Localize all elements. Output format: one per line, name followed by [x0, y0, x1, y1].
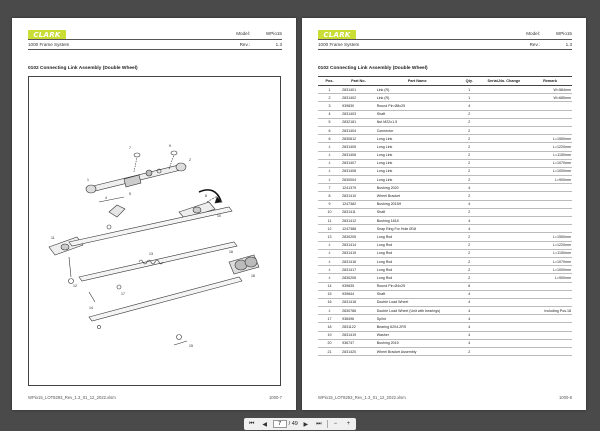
qty-cell: 2: [459, 151, 480, 159]
part-name-cell: Bushing 1818: [376, 217, 459, 225]
pos-cell: 4: [318, 176, 341, 184]
svg-text:7: 7: [129, 146, 131, 150]
svg-text:11: 11: [51, 236, 55, 240]
remark-cell: L=1150mm: [528, 249, 572, 257]
remark-cell: [528, 126, 572, 134]
assembly-drawing-svg: [29, 77, 282, 387]
page-total: / 49: [288, 421, 298, 427]
pos-cell: 6: [318, 126, 341, 134]
remark-cell: L=1000mm: [528, 266, 572, 274]
part-name-cell: Connector: [376, 126, 459, 134]
part-number-cell: 1247388: [341, 225, 376, 233]
model-value: WPio15: [265, 31, 282, 36]
last-page-icon[interactable]: ⏭: [316, 420, 322, 427]
svg-text:15: 15: [189, 344, 193, 348]
remark-cell: L=1550mm: [528, 135, 572, 143]
table-row: [318, 233, 572, 241]
part-number-cell: 939844: [341, 290, 376, 298]
pos-cell: 4: [318, 110, 341, 118]
table-row: [318, 274, 572, 282]
svg-text:13: 13: [149, 252, 153, 256]
part-number-cell: 2831410: [341, 192, 376, 200]
pos-cell: 18: [318, 323, 341, 331]
part-number-cell: 2830206: [341, 274, 376, 282]
pos-cell: 4: [318, 167, 341, 175]
part-number-cell: 2831414: [341, 241, 376, 249]
qty-cell: 4: [459, 102, 480, 110]
part-name-cell: Shaft: [376, 290, 459, 298]
table-row: [318, 110, 572, 118]
pos-cell: 15: [318, 290, 341, 298]
serial-change-cell: [480, 118, 528, 126]
pos-cell: 5: [318, 118, 341, 126]
table-row: [318, 331, 572, 339]
remark-cell: [528, 184, 572, 192]
col-header: Serial-No. Change: [480, 77, 528, 86]
qty-cell: 4: [459, 184, 480, 192]
part-number-cell: 2831406: [341, 151, 376, 159]
part-name-cell: Long Rod: [376, 266, 459, 274]
remark-cell: L=900mm: [528, 274, 572, 282]
part-number-cell: 2830786: [341, 307, 376, 315]
part-number-cell: 2830205: [341, 233, 376, 241]
serial-change-cell: [480, 274, 528, 282]
table-row: [318, 307, 572, 315]
pos-cell: 13: [318, 233, 341, 241]
part-number-cell: 939835: [341, 282, 376, 290]
section-title: 0102 Connecting Link Assembly (Double Wheel): [318, 66, 428, 71]
part-number-cell: 1247382: [341, 200, 376, 208]
part-number-cell: 2831403: [341, 110, 376, 118]
system-row: [318, 42, 572, 47]
qty-cell: 4: [459, 298, 480, 306]
svg-text:10: 10: [217, 214, 221, 218]
part-name-cell: Bushing 2015H: [376, 200, 459, 208]
pos-cell: 16: [318, 298, 341, 306]
svg-text:12: 12: [73, 284, 77, 288]
part-name-cell: Round Pin Ø8x25: [376, 102, 459, 110]
qty-cell: 4: [459, 200, 480, 208]
qty-cell: 2: [459, 110, 480, 118]
table-row: [318, 102, 572, 110]
qty-cell: 4: [459, 323, 480, 331]
serial-change-cell: [480, 315, 528, 323]
pos-cell: 4: [318, 159, 341, 167]
header-rule: [318, 39, 572, 40]
svg-text:2: 2: [189, 158, 191, 162]
remark-cell: [528, 315, 572, 323]
part-name-cell: Shaft: [376, 208, 459, 216]
qty-cell: 4: [459, 290, 480, 298]
model-value: WPio15: [555, 31, 572, 36]
table-row: [318, 339, 572, 347]
pos-cell: 1: [318, 86, 341, 94]
pos-cell: 4: [318, 266, 341, 274]
part-name-cell: Bearing 6204-2RS: [376, 323, 459, 331]
svg-text:16: 16: [229, 250, 233, 254]
footer-page-number: 1000-7: [268, 395, 282, 400]
serial-change-cell: [480, 200, 528, 208]
remark-cell: [528, 200, 572, 208]
pos-cell: 17: [318, 315, 341, 323]
part-name-cell: Shaft: [376, 110, 459, 118]
qty-cell: 4: [459, 307, 480, 315]
part-name-cell: Long Rod: [376, 241, 459, 249]
pos-cell: 19: [318, 331, 341, 339]
page-number-input[interactable]: [273, 420, 287, 428]
page-indicator: [273, 420, 298, 428]
pos-cell: 9: [318, 200, 341, 208]
qty-cell: 2: [459, 126, 480, 134]
part-name-cell: Long Link: [376, 135, 459, 143]
part-number-cell: 2830004: [341, 176, 376, 184]
remark-cell: [528, 290, 572, 298]
pos-cell: 4: [318, 249, 341, 257]
footer-filename: WPio15_LOT8293_Rev_1.3_01_12_2022.xlsm: [28, 395, 116, 400]
serial-change-cell: [480, 298, 528, 306]
qty-cell: 4: [459, 339, 480, 347]
rev-label: Rev.:: [529, 42, 540, 47]
qty-cell: 2: [459, 241, 480, 249]
part-name-cell: Wheel Bracket: [376, 192, 459, 200]
table-row: [318, 167, 572, 175]
footer-filename: WPio15_LOT8293_Rev_1.3_01_12_2022.xlsm: [318, 395, 406, 400]
remark-cell: [528, 208, 572, 216]
footer-page-number: 1000-8: [558, 395, 572, 400]
part-name-cell: Bushing 2020: [376, 184, 459, 192]
remark-cell: L=1550mm: [528, 233, 572, 241]
svg-text:1: 1: [87, 178, 89, 182]
part-name-cell: Long Rod: [376, 233, 459, 241]
serial-change-cell: [480, 323, 528, 331]
qty-cell: 8: [459, 282, 480, 290]
table-row: [318, 315, 572, 323]
qty-cell: 2: [459, 233, 480, 241]
remark-cell: W=685mm: [528, 94, 572, 102]
qty-cell: 2: [459, 348, 480, 356]
table-row: [318, 200, 572, 208]
part-number-cell: 2831408: [341, 167, 376, 175]
table-row: [318, 298, 572, 306]
part-name-cell: Double Load Wheel: [376, 298, 459, 306]
serial-change-cell: [480, 348, 528, 356]
part-number-cell: 2830812: [341, 135, 376, 143]
qty-cell: 2: [459, 257, 480, 265]
serial-change-cell: [480, 282, 528, 290]
table-row: [318, 94, 572, 102]
pos-cell: 20: [318, 339, 341, 347]
right-page: [302, 18, 586, 410]
table-row: [318, 208, 572, 216]
serial-change-cell: [480, 151, 528, 159]
serial-change-cell: [480, 290, 528, 298]
part-name-cell: Washer: [376, 331, 459, 339]
rev-value: 1.3: [565, 42, 572, 47]
serial-change-cell: [480, 143, 528, 151]
serial-change-cell: [480, 192, 528, 200]
pos-cell: 6: [318, 135, 341, 143]
logo-text: CLARK: [33, 31, 61, 39]
table-row: [318, 184, 572, 192]
part-number-cell: 2831417: [341, 266, 376, 274]
qty-cell: 1: [459, 86, 480, 94]
remark-cell: [528, 339, 572, 347]
part-number-cell: 939830: [341, 102, 376, 110]
first-page-icon[interactable]: ⏮: [248, 420, 255, 427]
qty-cell: 2: [459, 143, 480, 151]
table-row: [318, 266, 572, 274]
pos-cell: 4: [318, 143, 341, 151]
qty-cell: 2: [459, 159, 480, 167]
svg-text:8: 8: [205, 194, 207, 198]
serial-change-cell: [480, 241, 528, 249]
pos-cell: 3: [318, 102, 341, 110]
left-page: [12, 18, 296, 410]
prev-page-icon[interactable]: ◀: [262, 421, 267, 428]
remark-cell: L=1070mm: [528, 159, 572, 167]
remark-cell: [528, 282, 572, 290]
table-row: [318, 159, 572, 167]
part-number-cell: 2831402: [341, 94, 376, 102]
svg-text:18: 18: [251, 274, 255, 278]
parts-table-header: [318, 77, 572, 86]
serial-change-cell: [480, 94, 528, 102]
col-header: Pos.: [318, 77, 341, 86]
remark-cell: [528, 331, 572, 339]
qty-cell: 2: [459, 208, 480, 216]
table-row: [318, 282, 572, 290]
part-number-cell: 2831122: [341, 323, 376, 331]
qty-cell: 2: [459, 249, 480, 257]
model-label: Model:: [526, 31, 540, 36]
rev-label: Rev.:: [239, 42, 250, 47]
part-name-cell: Snap Ring For Hole Ø18: [376, 225, 459, 233]
remark-cell: [528, 118, 572, 126]
table-row: [318, 323, 572, 331]
table-row: [318, 241, 572, 249]
pos-cell: 4: [318, 274, 341, 282]
table-row: [318, 143, 572, 151]
part-number-cell: 2831420: [341, 348, 376, 356]
part-number-cell: 2831415: [341, 249, 376, 257]
part-number-cell: 2832181: [341, 118, 376, 126]
zoom-out-icon[interactable]: −: [333, 421, 338, 427]
svg-text:17: 17: [121, 292, 125, 296]
qty-cell: 2: [459, 118, 480, 126]
serial-change-cell: [480, 159, 528, 167]
remark-cell: [528, 225, 572, 233]
serial-change-cell: [480, 126, 528, 134]
part-name-cell: Splint: [376, 315, 459, 323]
serial-change-cell: [480, 110, 528, 118]
qty-cell: 4: [459, 217, 480, 225]
pos-cell: 10: [318, 208, 341, 216]
part-name-cell: Link (R): [376, 94, 459, 102]
viewer-toolbar: [0, 417, 600, 431]
remark-cell: Including Pos.18: [528, 307, 572, 315]
pos-cell: 7: [318, 184, 341, 192]
serial-change-cell: [480, 102, 528, 110]
parts-table: [318, 76, 572, 356]
qty-cell: 2: [459, 192, 480, 200]
remark-cell: L=1000mm: [528, 167, 572, 175]
table-row: [318, 86, 572, 94]
header-rule: [28, 39, 282, 40]
remark-cell: [528, 348, 572, 356]
col-header: Qty.: [459, 77, 480, 86]
remark-cell: [528, 192, 572, 200]
table-row: [318, 225, 572, 233]
part-name-cell: Bushing 2015: [376, 339, 459, 347]
part-number-cell: 938496: [341, 315, 376, 323]
part-number-cell: 936747: [341, 339, 376, 347]
zoom-in-icon[interactable]: +: [346, 421, 351, 427]
part-name-cell: Nut M22x1.5: [376, 118, 459, 126]
section-title: 0102 Connecting Link Assembly (Double Wheel): [28, 66, 138, 71]
serial-change-cell: [480, 266, 528, 274]
serial-change-cell: [480, 339, 528, 347]
remark-cell: [528, 110, 572, 118]
part-number-cell: 2831405: [341, 143, 376, 151]
part-name-cell: Long Link: [376, 176, 459, 184]
system-row: [28, 42, 282, 47]
table-row: [318, 135, 572, 143]
system-name: 1000 Frame System: [318, 42, 360, 47]
pos-cell: 2: [318, 94, 341, 102]
header-rule: [318, 49, 572, 50]
table-row: [318, 151, 572, 159]
remark-cell: L=1150mm: [528, 151, 572, 159]
serial-change-cell: [480, 208, 528, 216]
serial-change-cell: [480, 249, 528, 257]
exploded-drawing: [28, 76, 281, 386]
model-label: Model:: [236, 31, 250, 36]
remark-cell: [528, 102, 572, 110]
qty-cell: 4: [459, 331, 480, 339]
table-row: [318, 217, 572, 225]
svg-text:14: 14: [89, 306, 93, 310]
svg-text:9: 9: [169, 144, 171, 148]
part-number-cell: 1241379: [341, 184, 376, 192]
pos-cell: 14: [318, 282, 341, 290]
table-row: [318, 257, 572, 265]
serial-change-cell: [480, 176, 528, 184]
qty-cell: 2: [459, 167, 480, 175]
part-name-cell: Long Link: [376, 159, 459, 167]
qty-cell: 2: [459, 176, 480, 184]
serial-change-cell: [480, 233, 528, 241]
qty-cell: 1: [459, 94, 480, 102]
part-number-cell: 2831418: [341, 298, 376, 306]
part-number-cell: 2831407: [341, 159, 376, 167]
pos-cell: 4: [318, 257, 341, 265]
table-row: [318, 126, 572, 134]
pos-cell: 12: [318, 225, 341, 233]
header-rule: [28, 49, 282, 50]
part-number-cell: 2831401: [341, 86, 376, 94]
col-header: Remark: [528, 77, 572, 86]
pos-cell: 8: [318, 192, 341, 200]
remark-cell: L=900mm: [528, 176, 572, 184]
table-row: [318, 176, 572, 184]
part-name-cell: Long Rod: [376, 257, 459, 265]
part-number-cell: 2831416: [341, 257, 376, 265]
part-name-cell: Long Link: [376, 167, 459, 175]
col-header: Part No.: [341, 77, 376, 86]
part-name-cell: Long Link: [376, 151, 459, 159]
col-header: Part Name: [376, 77, 459, 86]
qty-cell: 2: [459, 135, 480, 143]
serial-change-cell: [480, 217, 528, 225]
part-name-cell: Long Rod: [376, 249, 459, 257]
serial-change-cell: [480, 225, 528, 233]
remark-cell: [528, 323, 572, 331]
system-name: 1000 Frame System: [28, 42, 70, 47]
remark-cell: W=584mm: [528, 86, 572, 94]
pos-cell: 4: [318, 151, 341, 159]
toolbar-box: [244, 418, 357, 430]
remark-cell: [528, 298, 572, 306]
remark-cell: L=1220mm: [528, 241, 572, 249]
serial-change-cell: [480, 167, 528, 175]
table-row: [318, 118, 572, 126]
serial-change-cell: [480, 184, 528, 192]
qty-cell: 2: [459, 274, 480, 282]
pos-cell: 21: [318, 348, 341, 356]
table-row: [318, 290, 572, 298]
part-name-cell: Long Link: [376, 143, 459, 151]
part-number-cell: 2831419: [341, 331, 376, 339]
table-row: [318, 192, 572, 200]
part-number-cell: 2831411: [341, 208, 376, 216]
rev-value: 1.3: [275, 42, 282, 47]
qty-cell: 4: [459, 315, 480, 323]
qty-cell: 2: [459, 266, 480, 274]
part-name-cell: Double Load Wheel (Unit with bearings): [376, 307, 459, 315]
toolbar-separator: [327, 420, 328, 428]
remark-cell: L=1220mm: [528, 143, 572, 151]
table-row: [318, 249, 572, 257]
logo-text: CLARK: [323, 31, 351, 39]
remark-cell: L=1070mm: [528, 257, 572, 265]
svg-text:5: 5: [129, 192, 131, 196]
serial-change-cell: [480, 135, 528, 143]
pos-cell: 4: [318, 241, 341, 249]
part-name-cell: Long Rod: [376, 274, 459, 282]
pos-cell: 11: [318, 217, 341, 225]
serial-change-cell: [480, 257, 528, 265]
qty-cell: 4: [459, 225, 480, 233]
table-row: [318, 348, 572, 356]
part-name-cell: Wheel Bracket Assembly: [376, 348, 459, 356]
next-page-icon[interactable]: ▶: [303, 421, 309, 428]
part-number-cell: 2831404: [341, 126, 376, 134]
svg-text:4: 4: [105, 196, 107, 200]
pos-cell: 4: [318, 307, 341, 315]
remark-cell: [528, 217, 572, 225]
part-name-cell: Round Pin Ø4x25: [376, 282, 459, 290]
serial-change-cell: [480, 331, 528, 339]
serial-change-cell: [480, 307, 528, 315]
serial-change-cell: [480, 86, 528, 94]
part-number-cell: 2831412: [341, 217, 376, 225]
part-name-cell: Link (R): [376, 86, 459, 94]
